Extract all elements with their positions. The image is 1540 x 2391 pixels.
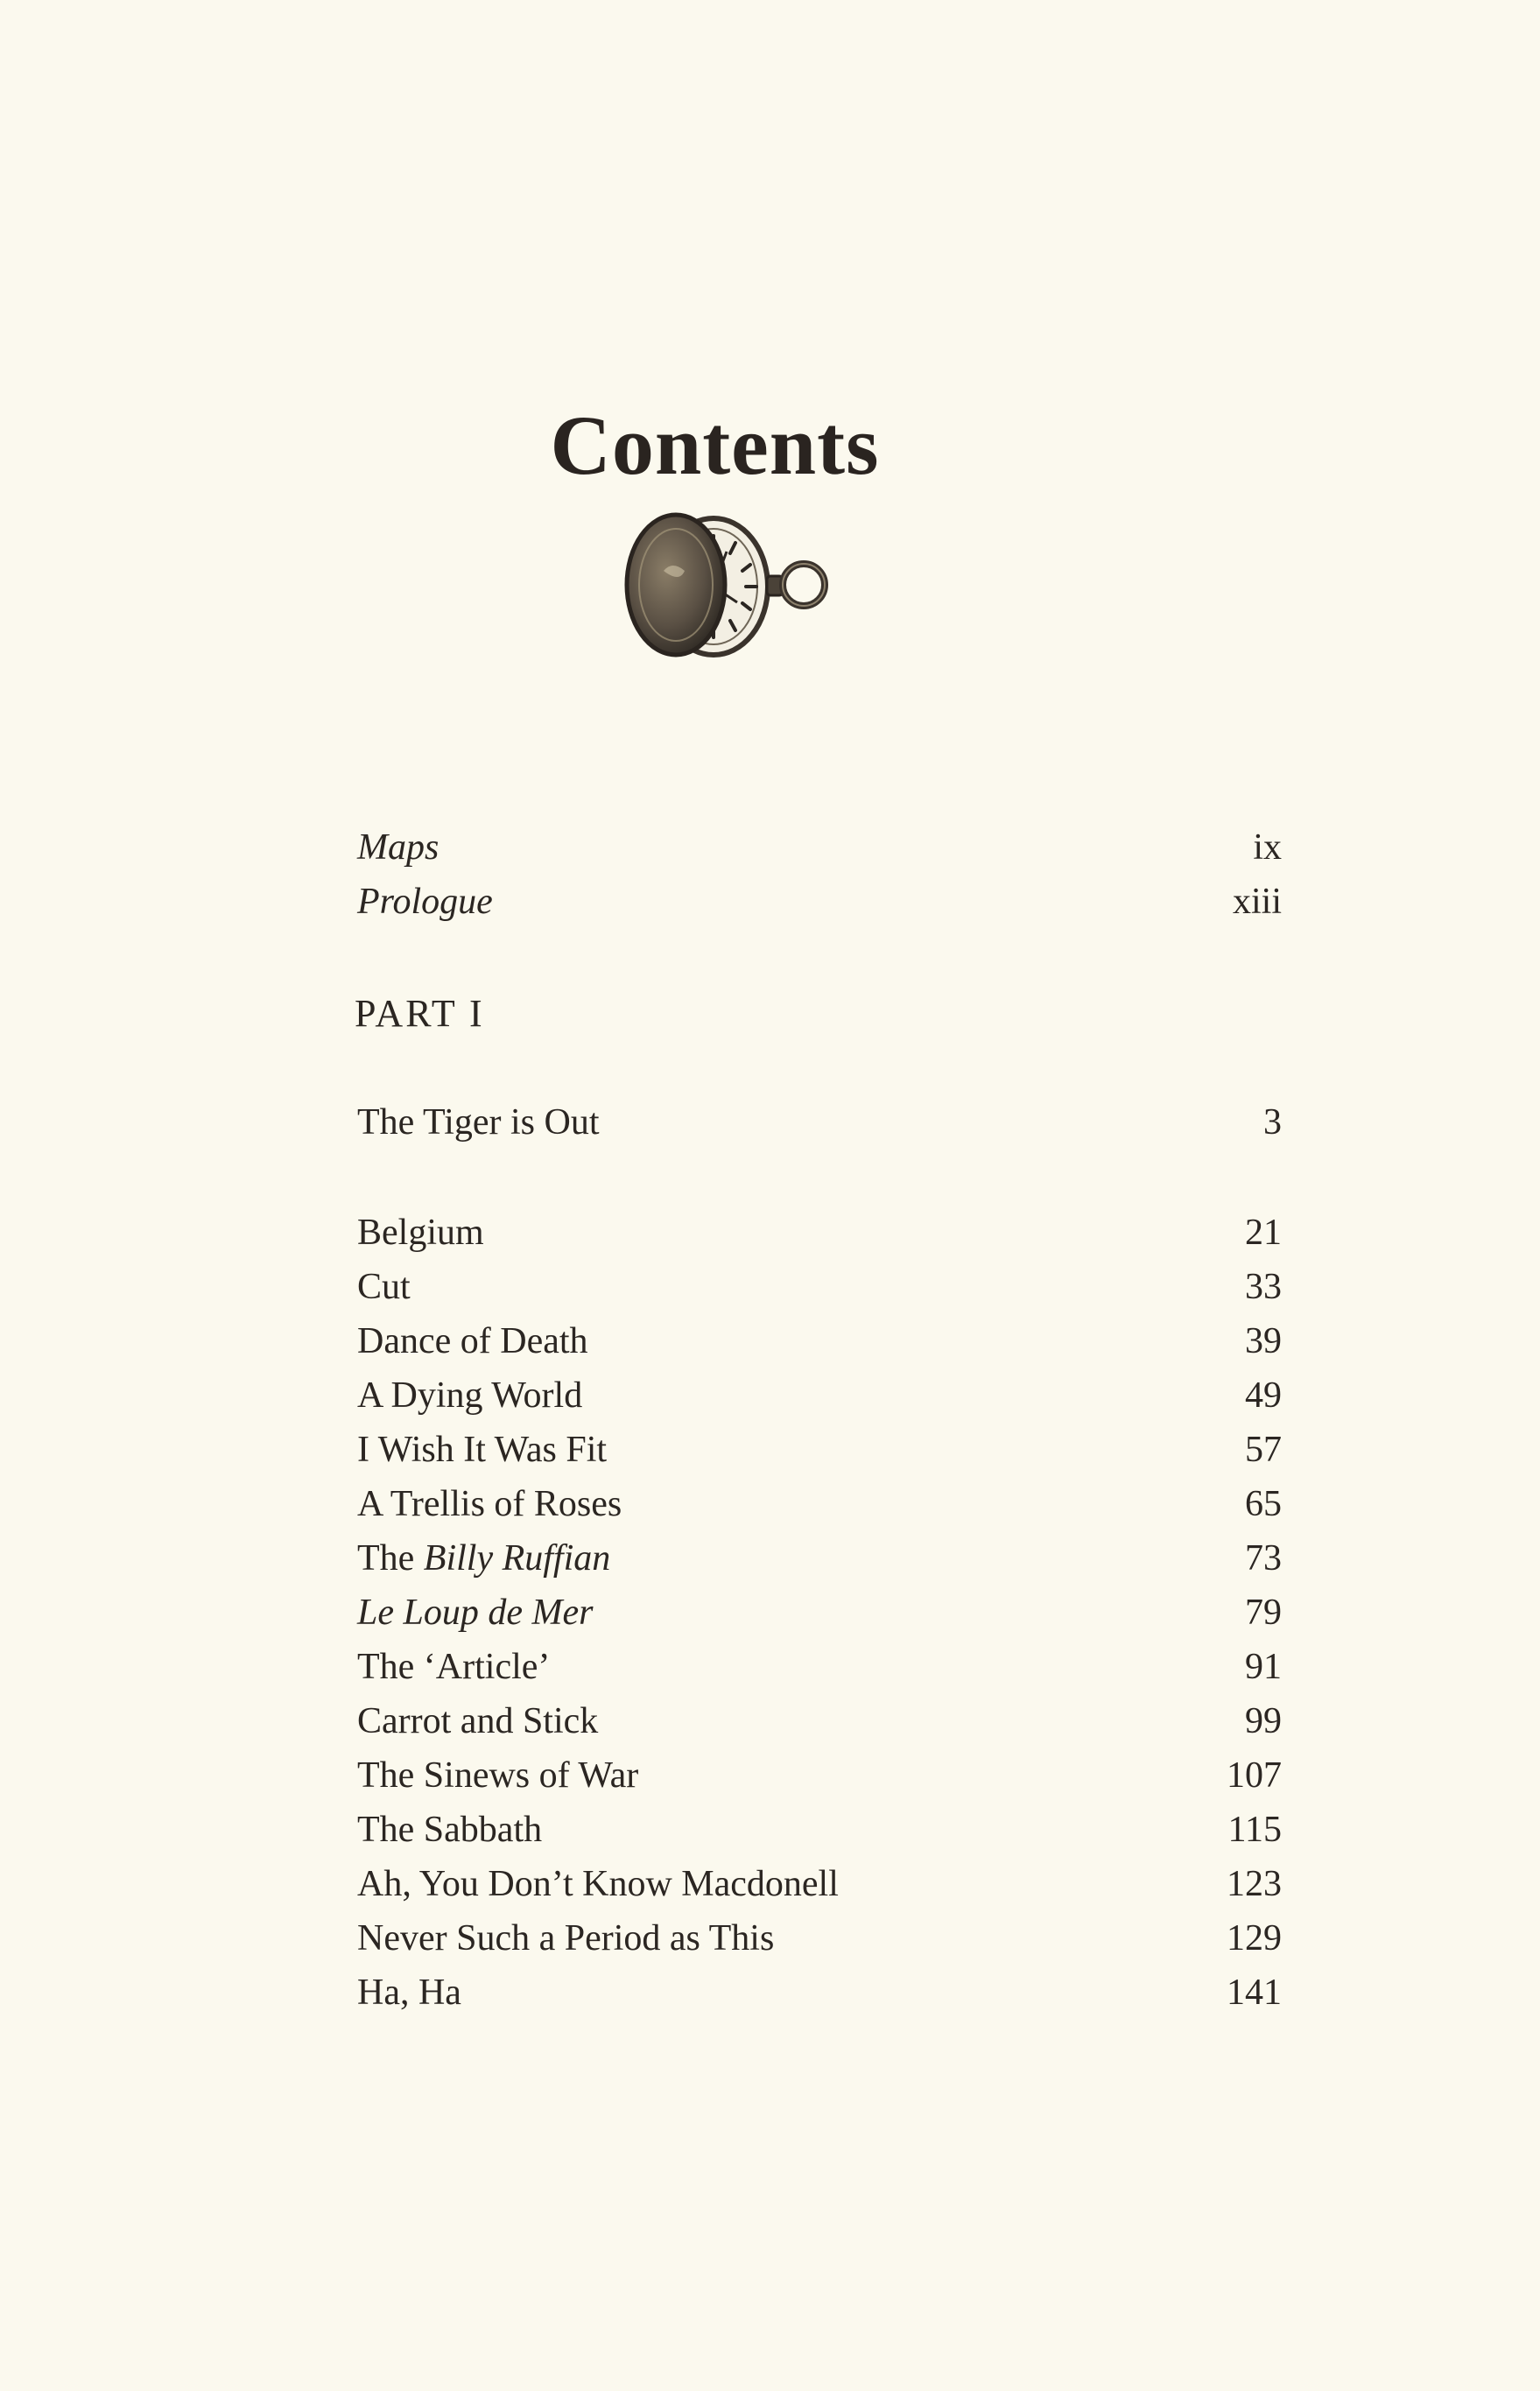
toc-entry-page: 39 xyxy=(1245,1321,1282,1361)
toc-entry-page: 3 xyxy=(1263,1102,1282,1143)
toc-entry-page: 91 xyxy=(1245,1647,1282,1687)
toc-entry-title xyxy=(357,1534,610,1583)
toc-entry-page: 115 xyxy=(1227,1810,1282,1850)
toc-entry-page: 33 xyxy=(1245,1267,1282,1307)
toc-entry-title: Le Loup de Mer xyxy=(357,1593,594,1633)
toc-entry-title: A Dying World xyxy=(357,1375,583,1416)
toc-entry-title: The Tiger is Out xyxy=(357,1102,600,1143)
toc-entry-title: Ah, You Don’t Know Macdonell xyxy=(357,1864,839,1904)
toc-entry-title: I Wish It Was Fit xyxy=(357,1430,608,1470)
toc-entry-page: 65 xyxy=(1245,1484,1282,1524)
toc-entry-page: ix xyxy=(1253,827,1282,868)
toc-entry-title: Cut xyxy=(357,1267,411,1307)
page-title: Contents xyxy=(550,398,880,493)
toc-entry-page: 49 xyxy=(1245,1375,1282,1416)
toc-entry-title-italic: Billy Ruffian xyxy=(423,1538,611,1579)
toc-entry-title-prefix: The xyxy=(357,1538,424,1579)
toc-entry-title: Ha, Ha xyxy=(357,1973,461,2013)
toc-entry-title: Belgium xyxy=(357,1213,484,1253)
toc-entry-title: Dance of Death xyxy=(357,1321,588,1361)
toc-entry-page: xiii xyxy=(1232,882,1282,922)
toc-entry-page: 73 xyxy=(1245,1538,1282,1579)
toc-entry-page: 99 xyxy=(1245,1701,1282,1741)
toc-entry-page: 123 xyxy=(1227,1864,1282,1904)
toc-entry-title: Maps xyxy=(357,827,439,868)
pocket-watch-icon xyxy=(595,499,840,674)
toc-entry-page: 129 xyxy=(1227,1918,1282,1959)
toc-entry-title: Carrot and Stick xyxy=(357,1701,599,1741)
toc-entry-title: Never Such a Period as This xyxy=(357,1918,775,1959)
toc-entry-page: 21 xyxy=(1245,1213,1282,1253)
toc-entry-page: 107 xyxy=(1227,1755,1282,1796)
part-heading: PART I xyxy=(355,992,485,1035)
toc-entry-page: 79 xyxy=(1245,1593,1282,1633)
toc-entry-title: The Sabbath xyxy=(357,1810,543,1850)
toc-entry-page: 57 xyxy=(1245,1430,1282,1470)
toc-entry-page: 141 xyxy=(1227,1973,1282,2013)
toc-entry-title: The Sinews of War xyxy=(357,1755,639,1796)
toc-entry-title: Prologue xyxy=(357,882,493,922)
toc-entry-title: The ‘Article’ xyxy=(357,1647,551,1687)
toc-entry-title: A Trellis of Roses xyxy=(357,1484,622,1524)
